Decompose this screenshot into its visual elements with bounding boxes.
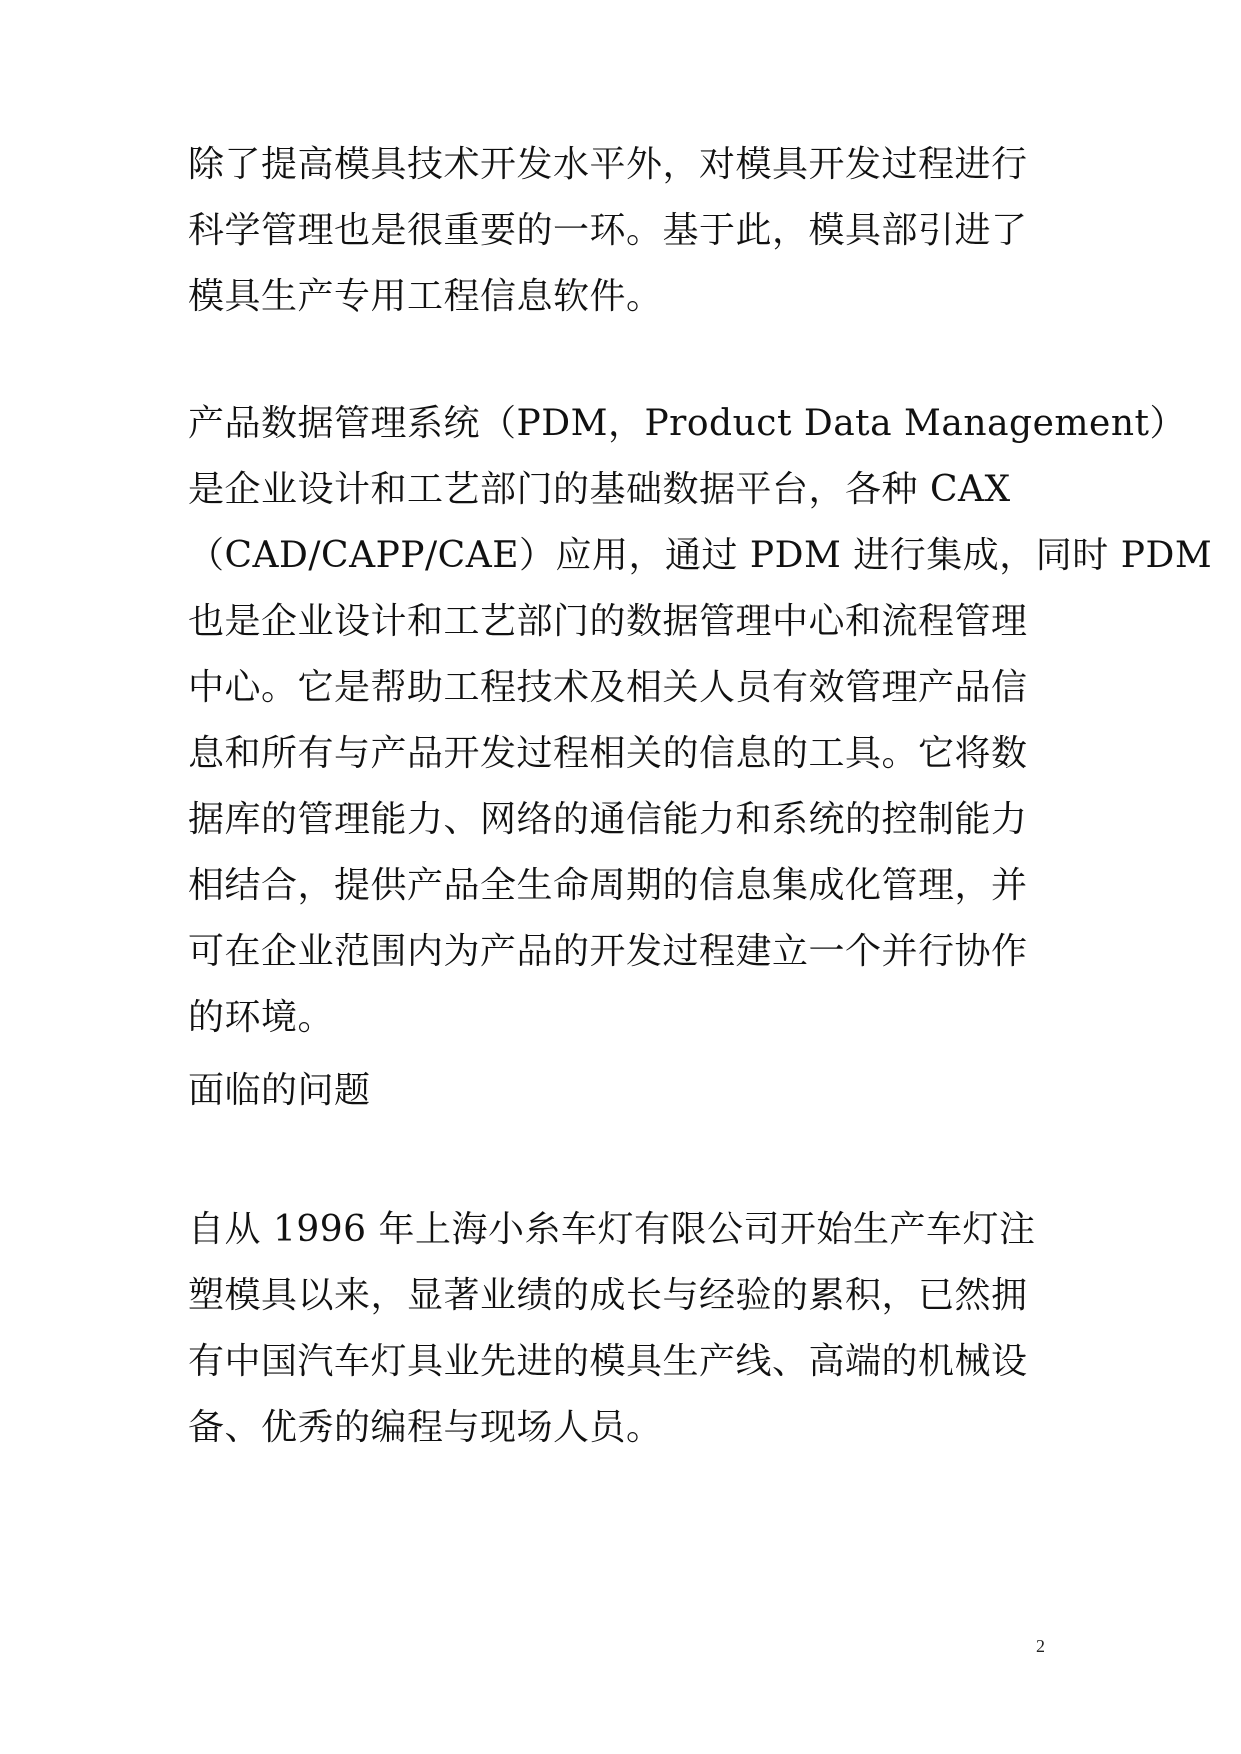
text-line: 中心。它是帮助工程技术及相关人员有效管理产品信 [188, 667, 1028, 708]
paragraph-pdm-definition [188, 391, 1213, 1051]
paragraph-company-history [188, 1197, 1068, 1461]
text-line: （CAD/CAPP/CAE）应用，通过 PDM 进行集成，同时 PDM [188, 535, 1213, 576]
text-line: 的环境。 [188, 997, 335, 1038]
heading-problems: 面临的问题 [188, 1070, 371, 1111]
text-line: 模具生产专用工程信息软件。 [188, 276, 663, 317]
text-line: 自从 1996 年上海小糸车灯有限公司开始生产车灯注 [188, 1209, 1036, 1250]
section-heading [188, 1058, 1068, 1124]
text-line: 产品数据管理系统（PDM，Product Data Management） [188, 403, 1186, 444]
text-line: 据库的管理能力、网络的通信能力和系统的控制能力 [188, 799, 1028, 840]
text-line: 可在企业范围内为产品的开发过程建立一个并行协作 [188, 931, 1028, 972]
text-line: 是企业设计和工艺部门的基础数据平台，各种 CAX [188, 469, 1011, 510]
page-number: 2 [1036, 1636, 1045, 1656]
text-line: 也是企业设计和工艺部门的数据管理中心和流程管理 [188, 601, 1028, 642]
text-line: 除了提高模具技术开发水平外，对模具开发过程进行 [188, 144, 1028, 185]
text-line: 有中国汽车灯具业先进的模具生产线、高端的机械设 [188, 1341, 1028, 1382]
paragraph-mold-management [188, 132, 1068, 330]
text-line: 相结合，提供产品全生命周期的信息集成化管理，并 [188, 865, 1028, 906]
text-line: 备、优秀的编程与现场人员。 [188, 1407, 663, 1448]
text-line: 息和所有与产品开发过程相关的信息的工具。它将数 [188, 733, 1028, 774]
text-line: 塑模具以来，显著业绩的成长与经验的累积，已然拥 [188, 1275, 1028, 1316]
text-line: 科学管理也是很重要的一环。基于此，模具部引进了 [188, 210, 1028, 251]
